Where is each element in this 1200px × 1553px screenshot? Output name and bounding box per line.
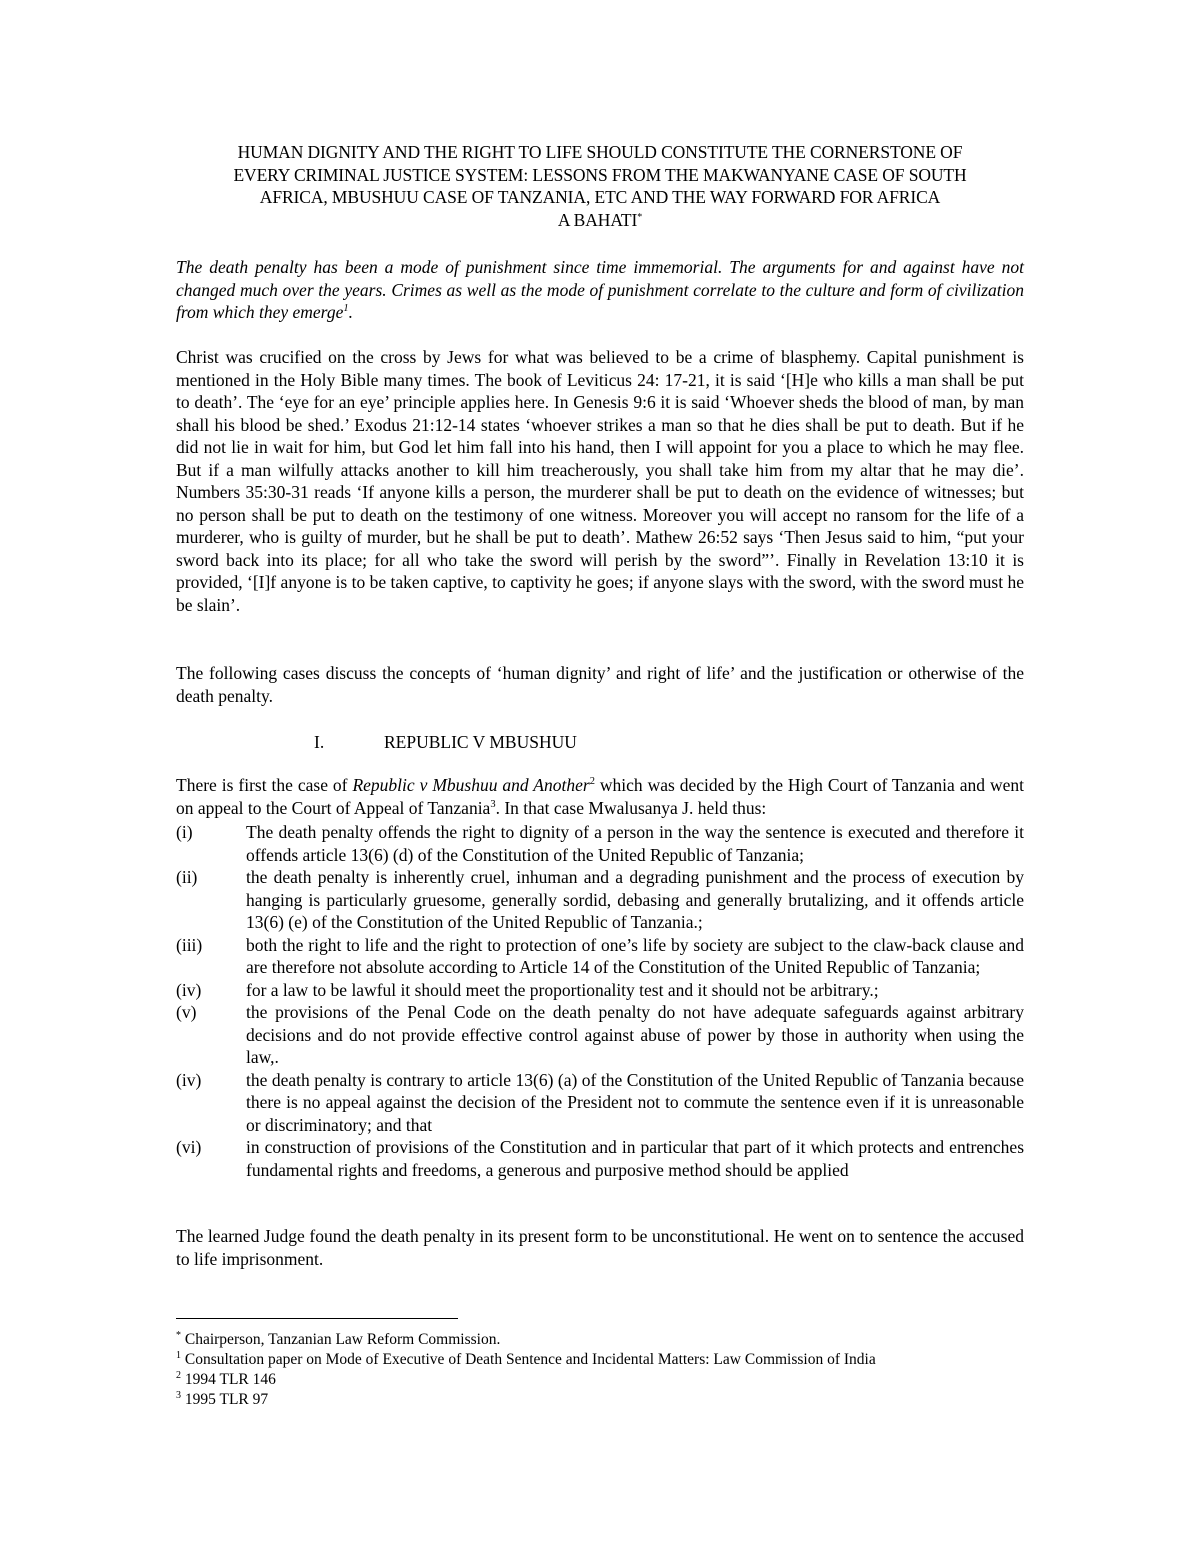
epigraph-end: . bbox=[348, 302, 353, 322]
list-item-number: (vi) bbox=[176, 1137, 202, 1157]
paragraph-mbushuu-end: . In that case Mwalusanya J. held thus: bbox=[495, 797, 767, 818]
case-name: Republic v Mbushuu and Another bbox=[352, 775, 590, 795]
list-item bbox=[176, 821, 1024, 866]
document-title bbox=[176, 141, 1024, 231]
footnote-text: 1995 TLR 97 bbox=[181, 1391, 269, 1408]
footnote-divider bbox=[176, 1318, 458, 1319]
paragraph-mbushuu-start: There is first the case of bbox=[176, 775, 353, 795]
paragraph-mbushuu-middle: which was decided by the High Court of Tanzania and went on appeal to the Court of Appeal of Tanzania bbox=[176, 775, 1024, 818]
list-item bbox=[176, 979, 1024, 1002]
list-item-number: (iii) bbox=[176, 934, 203, 955]
section-title: REPUBLIC V MBUSHUU bbox=[384, 732, 577, 752]
list-item-text: the death penalty is contrary to article 13(6) (a) of the Constitution of the United Republic of Tanzania because there is no appeal against the decision of the President not to commute the sentence even if it is unreasonable or discriminatory; and that bbox=[246, 1069, 1024, 1135]
paragraph-conclusion: The learned Judge found the death penalty in its present form to be unconstitutional. He went on to sentence the accused to life imprisonment. bbox=[176, 1226, 1024, 1269]
list-item-text: the death penalty is inherently cruel, inhuman and a degrading punishment and the process of execution by hanging is particularly gruesome, generally sordid, debasing and generally brutalizing, and it offends article 13(6) (e) of the Constitution of the United Republic of Tanzania.; bbox=[246, 867, 1024, 932]
section-heading bbox=[314, 731, 814, 754]
title-line-3: AFRICA, MBUSHUU CASE OF TANZANIA, ETC AND THE WAY FORWARD FOR AFRICA bbox=[259, 187, 941, 207]
epigraph bbox=[176, 256, 1024, 324]
paragraph-bible: Christ was crucified on the cross by Jews for what was believed to be a crime of blasphemy. Capital punishment is mentioned in the Holy Bible many times. The book of Leviticus 24: 17-21, it is said ‘[H]e who kills a man shall be put to death’. The ‘eye for an eye’ principle applies here. In Genesis 9:6 it is said ‘Whoever sheds the blood of man, by man shall his blood be shed.’ Exodus 21:12-14 states ‘whoever strikes a man so that he dies shall be put to death. But if he did not lie in wait for him, but God let him fall into his hand, then I will appoint for you a place to which he may flee. But if a man wilfully attacks another to kill him treacherously, you shall take him from my altar that he may die’. Numbers 35:30-31 reads ‘If anyone kills a person, the murderer shall be put to death on the evidence of witnesses; but no person shall be put to death on the testimony of one witness. Moreover you will accept no ransom for the life of a murderer, who is guilty of murder, but he shall be put to death’. Mathew 26:52 says ‘Then Jesus said to him, “put your sword back into its place; for all who take the sword will perish by the sword”’. Finally in Revelation 13:10 it is provided, ‘[I]f anyone is to be taken captive, to captivity he goes; if anyone slays with the sword, with the sword must he be slain’. bbox=[176, 347, 1024, 615]
author-footnote-mark: * bbox=[637, 211, 643, 223]
footnote-ref-2: 2 bbox=[589, 776, 595, 787]
footnote-ref-3: 3 bbox=[490, 798, 496, 810]
list-item-number: (i) bbox=[176, 822, 193, 842]
list-item-text: the provisions of the Penal Code on the death penalty do not have adequate safeguards against arbitrary decisions and do not provide effective control against abuse of power by those in authority when using the law,. bbox=[246, 1002, 1024, 1067]
list-item bbox=[176, 1069, 1024, 1137]
footnote-text: 1994 TLR 146 bbox=[181, 1371, 276, 1388]
list-item-number: (iv) bbox=[176, 1069, 202, 1090]
author-line bbox=[176, 209, 1024, 232]
list-item-text: both the right to life and the right to protection of one’s life by society are subject to the claw-back clause and are therefore not absolute according to Article 14 of the Constitution of the United Republic of Tanzania; bbox=[246, 934, 1024, 977]
list-item bbox=[176, 866, 1024, 934]
footnote-mark: 2 bbox=[176, 1370, 181, 1381]
paragraph-cases-intro: The following cases discuss the concepts of ‘human dignity’ and right of life’ and the justification or otherwise of the death penalty. bbox=[176, 663, 1024, 706]
holdings-list bbox=[176, 821, 1024, 1181]
epigraph-text: The death penalty has been a mode of punishment since time immemorial. The arguments for and against have not changed much over the years. Crimes as well as the mode of punishment correlate to the culture and form of civilization from which they emerge bbox=[176, 257, 1024, 322]
list-item-number: (iv) bbox=[176, 979, 202, 1000]
list-item bbox=[176, 934, 1024, 979]
footnote-mark: 1 bbox=[176, 1350, 181, 1361]
list-item-text: The death penalty offends the right to dignity of a person in the way the sentence is executed and therefore it offends article 13(6) (d) of the Constitution of the United Republic of Tanzania; bbox=[246, 822, 1024, 865]
list-item bbox=[176, 1136, 1024, 1181]
paragraph-mbushuu bbox=[176, 774, 1024, 819]
epigraph-footnote-ref: 1 bbox=[343, 303, 349, 314]
footnote-text: Chairperson, Tanzanian Law Reform Commission. bbox=[181, 1331, 501, 1348]
footnotes bbox=[176, 1330, 1024, 1410]
footnote-mark: 3 bbox=[176, 1390, 181, 1401]
list-item-text: for a law to be lawful it should meet the proportionality test and it should not be arbitrary.; bbox=[246, 979, 879, 1000]
list-item bbox=[176, 1001, 1024, 1069]
list-item-number: (v) bbox=[176, 1002, 197, 1022]
footnote-item bbox=[176, 1330, 1024, 1350]
footnote-item bbox=[176, 1370, 1024, 1390]
footnote-text: Consultation paper on Mode of Executive of Death Sentence and Incidental Matters: Law Commission of India bbox=[181, 1351, 876, 1368]
list-item-text: in construction of provisions of the Constitution and in particular that part of it which protects and entrenches fundamental rights and freedoms, a generous and purposive method should be applied bbox=[246, 1137, 1024, 1180]
footnote-item bbox=[176, 1350, 1024, 1370]
list-item-number: (ii) bbox=[176, 867, 198, 887]
footnote-mark: * bbox=[176, 1330, 181, 1341]
author-name: A BAHATI bbox=[557, 209, 638, 230]
title-line-1: HUMAN DIGNITY AND THE RIGHT TO LIFE SHOULD CONSTITUTE THE CORNERSTONE OF bbox=[237, 142, 963, 162]
title-line-2: EVERY CRIMINAL JUSTICE SYSTEM: LESSONS FROM THE MAKWANYANE CASE OF SOUTH bbox=[233, 164, 967, 185]
section-number: I. bbox=[314, 732, 325, 752]
footnote-item bbox=[176, 1390, 1024, 1410]
